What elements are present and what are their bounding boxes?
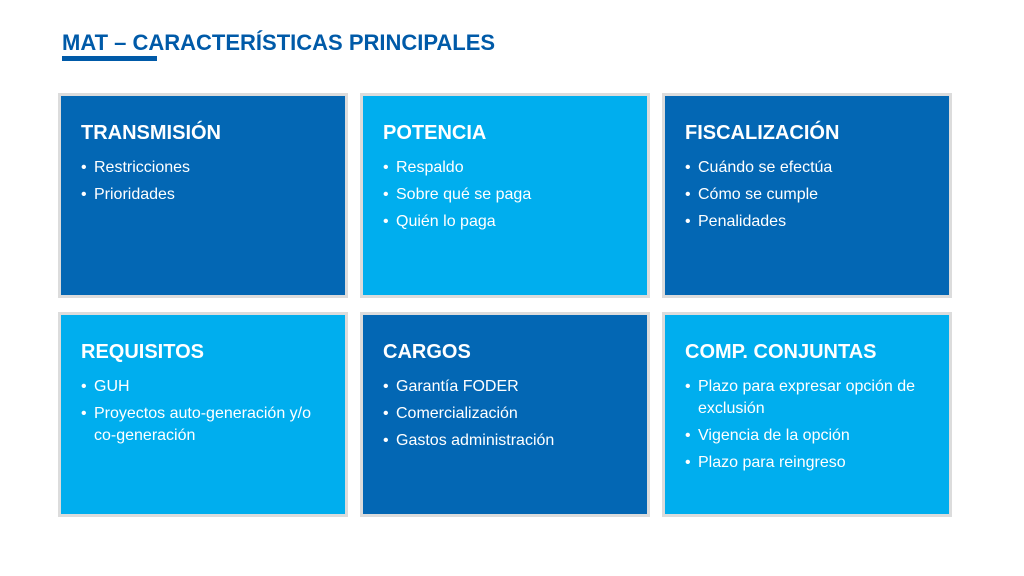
bullet-icon: • — [81, 405, 87, 422]
bullet-icon: • — [383, 432, 389, 449]
bullet-icon: • — [383, 378, 389, 395]
bullet-icon: • — [383, 186, 389, 203]
list-item: • Garantía FODER — [383, 376, 629, 398]
title-underline — [62, 56, 157, 61]
card-potencia — [360, 93, 650, 298]
card-title: REQUISITOS — [81, 341, 204, 363]
bullet-icon: • — [383, 213, 389, 230]
list-item: • Sobre qué se paga — [383, 184, 629, 206]
card-comp-conjuntas — [662, 312, 952, 517]
list-item: • Proyectos auto-generación y/o co-generación — [81, 405, 312, 444]
card-title: CARGOS — [383, 341, 471, 363]
card-title: TRANSMISIÓN — [81, 122, 221, 144]
card-list — [685, 157, 931, 233]
card-list — [81, 157, 327, 206]
page-title: MAT – CARACTERÍSTICAS PRINCIPALES — [62, 30, 496, 55]
list-item: • Cuándo se efectúa — [685, 157, 931, 179]
list-item: • Respaldo — [383, 157, 629, 179]
bullet-icon: • — [81, 159, 87, 176]
card-list — [383, 376, 629, 452]
bullet-icon: • — [685, 159, 691, 176]
card-requisitos — [58, 312, 348, 517]
bullet-icon: • — [81, 186, 87, 203]
list-item: • GUH — [81, 376, 327, 398]
card-list — [383, 157, 629, 233]
card-list — [685, 376, 931, 474]
list-item: • Comercialización — [383, 403, 629, 425]
bullet-icon: • — [383, 159, 389, 176]
bullet-icon: • — [81, 378, 87, 395]
card-title: FISCALIZACIÓN — [685, 122, 840, 144]
bullet-icon: • — [685, 454, 691, 471]
card-title: POTENCIA — [383, 122, 487, 144]
card-transmision — [58, 93, 348, 298]
list-item: • Plazo para reingreso — [685, 452, 931, 474]
card-list — [81, 376, 327, 447]
list-item: • Restricciones — [81, 157, 327, 179]
card-fiscalizacion — [662, 93, 952, 298]
list-item: • Prioridades — [81, 184, 327, 206]
list-item: • Penalidades — [685, 211, 931, 233]
list-item: • Gastos administración — [383, 430, 629, 452]
list-item: • Quién lo paga — [383, 211, 629, 233]
bullet-icon: • — [685, 186, 691, 203]
card-cargos — [360, 312, 650, 517]
list-item: • Vigencia de la opción — [685, 425, 931, 447]
bullet-icon: • — [685, 378, 691, 395]
list-item: • Plazo para expresar opción de exclusión — [685, 378, 916, 417]
card-title: COMP. CONJUNTAS — [685, 341, 877, 363]
bullet-icon: • — [685, 427, 691, 444]
list-item: • Cómo se cumple — [685, 184, 931, 206]
bullet-icon: • — [383, 405, 389, 422]
bullet-icon: • — [685, 213, 691, 230]
